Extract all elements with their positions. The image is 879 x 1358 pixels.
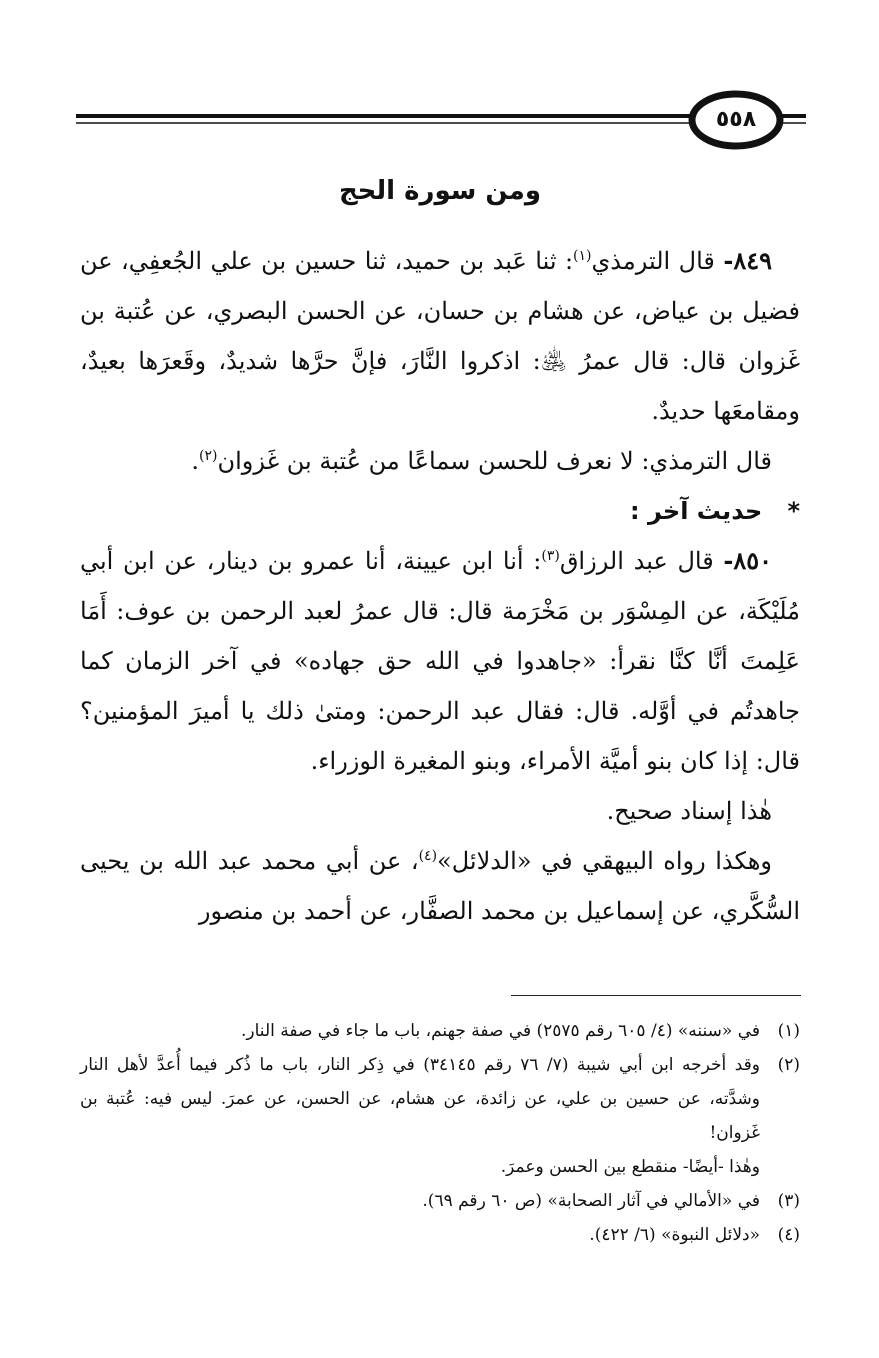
footnote [80,1014,800,1048]
subheading [80,486,800,536]
hadith-number: ٨٥٠- [723,546,772,575]
hadith-text: : ثنا عَبد بن حميد، ثنا حسين بن علي الجُعفِي، عن فضيل بن عياض، عن هشام بن حسان، عن الحسن البصري، عن عُتبة بن غَزوان قال: قال عمرُ ﵁: اذكروا النَّارَ، فإنَّ حرَّها شديدٌ، وقَعرَها بعيدٌ، ومقامعَها حديدٌ. [80,247,800,425]
hadith-text: قال الترمذي [591,247,724,275]
hadith-849 [80,236,800,436]
paragraph-text: وهكذا رواه البيهقي في «الدلائل» [437,847,773,875]
star-icon: * [787,497,800,525]
isnad-grade: هٰذا إسناد صحيح. [606,797,772,825]
page-number: ٥٥٨ [715,107,757,132]
hadith-text: : أنا ابن عيينة، أنا عمرو بن دينار، عن ابن أبي مُلَيْكَة، عن المِسْوَر بن مَخْرَمة قال: قال عمرُ لعبد الرحمن بن عوف: أَمَا عَلِمتَ أنَّا كنَّا نقرأ: «جاهدوا في الله حق جهاده» في آخر الزمان كما جاهدتُم في أوَّله. قال: فقال عبد الرحمن: ومتىٰ ذلك يا أميرَ المؤمنين؟ قال: إذا كان بنو أميَّة الأمراء، وبنو المغيرة الوزراء. [80,547,800,775]
footnote-mark: (٤) [777,1225,800,1245]
footnote-mark: (١) [777,1021,800,1041]
footnote-mark: (٣) [777,1191,800,1211]
main-text [80,236,800,936]
footnote [80,1048,800,1184]
footnote [80,1218,800,1252]
footnote-ref: (٣) [541,548,560,564]
footnote-ref: (٢) [199,448,218,464]
section-title: ومن سورة الحج [338,176,542,206]
tirmidhi-note [80,436,800,486]
footnote-ref: (١) [573,248,592,264]
note-end: . [191,447,199,475]
footnote-ref: (٤) [418,848,438,864]
note-text: قال الترمذي: لا نعرف للحسن سماعًا من عُتبة بن غَزوان [217,447,772,475]
hadith-text: قال عبد الرزاق [559,547,724,575]
footnote-text: في «سننه» (٤/ ٦٠٥ رقم ٢٥٧٥) في صفة جهنم، باب ما جاء في صفة النار. [241,1021,760,1041]
footnote-mark: (٢) [777,1055,800,1075]
footnote-body [80,1048,760,1184]
footnote [80,1184,800,1218]
footnotes [80,1014,800,1252]
bayhaqi-text [80,836,800,936]
page-header [76,88,806,152]
subheading-text: حديث آخر : [630,497,763,525]
footnote-text: وقد أخرجه ابن أبي شيبة (٧/ ٧٦ رقم ٣٤١٤٥) في ذِكر النار، باب ما ذُكر فيما أُعدَّ لأهل النار وشدَّته، عن حسين بن علي، عن زائدة، عن هشام، عن الحسن، عن عمرَ. ليس فيه: عُتبة بن غَزوان! [80,1055,760,1143]
footnote-text: «دلائل النبوة» (٦/ ٤٢٢). [589,1225,760,1245]
paragraph-text: ، عن أبي محمد عبد الله بن يحيى السُّكَّري، عن إسماعيل بن محمد الصفَّار، عن أحمد بن منصور [80,847,800,925]
footnote-divider [511,995,801,996]
hadith-850 [80,536,800,786]
footnote-text: في «الأمالي في آثار الصحابة» (ص ٦٠ رقم ٦٩). [422,1191,760,1211]
footnote-text: وهٰذا -أيضًا- منقطع بين الحسن وعمرَ. [500,1157,760,1177]
hadith-number: ٨٤٩- [723,246,772,275]
